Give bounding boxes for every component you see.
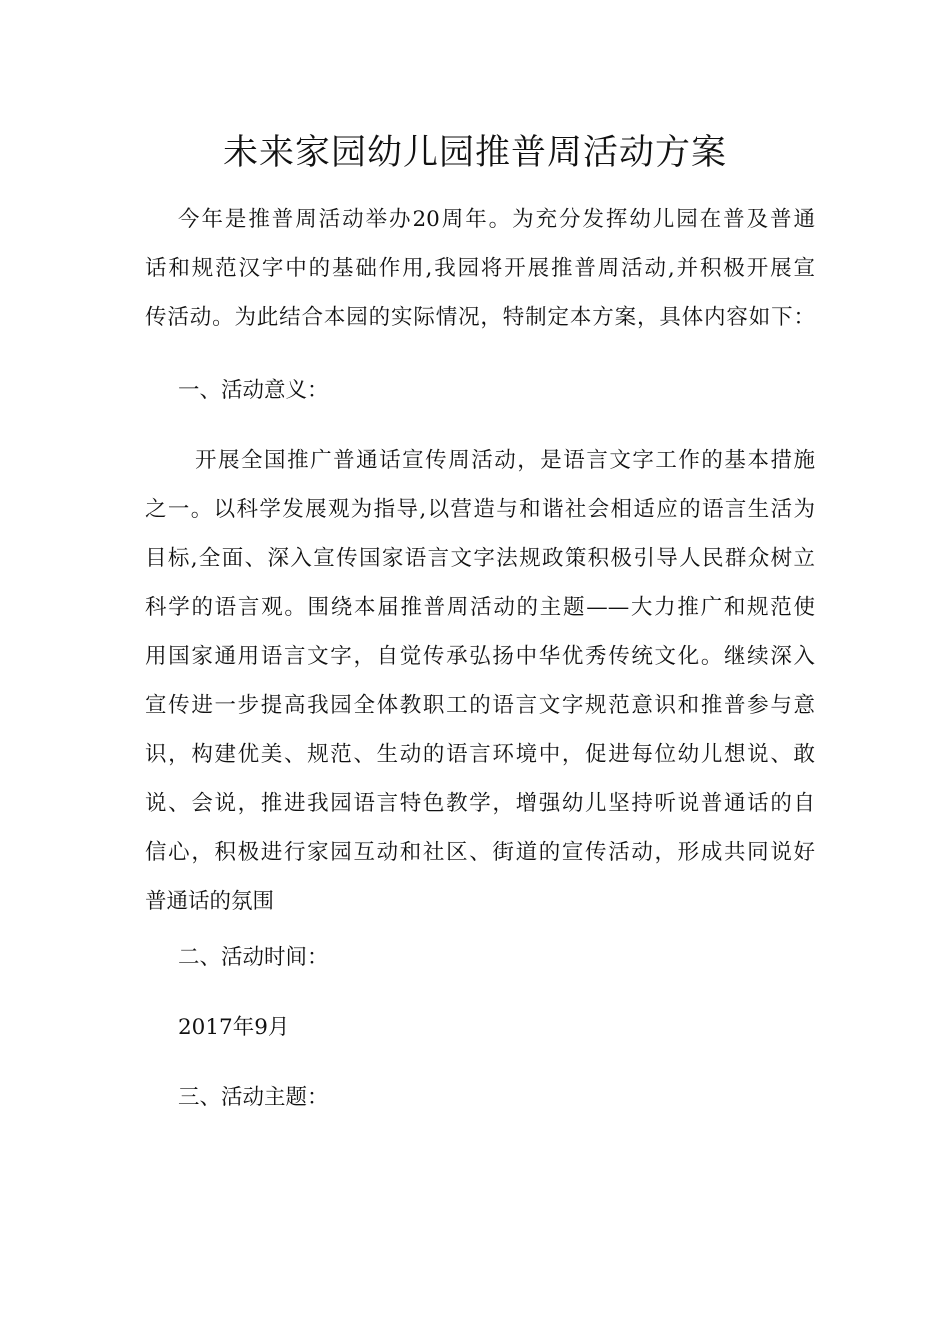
section-heading-theme: 三、活动主题：	[178, 1085, 329, 1110]
paragraph-line: 宣传进一步提高我园全体教职工的语言文字规范意识和推普参与意	[145, 693, 815, 718]
intro-line: 今年是推普周活动举办20周年。为充分发挥幼儿园在普及普通	[178, 207, 815, 232]
intro-line: 传活动。为此结合本园的实际情况，特制定本方案，具体内容如下：	[145, 305, 815, 330]
document-title: 未来家园幼儿园推普周活动方案	[222, 133, 727, 173]
paragraph-line: 说、会说，推进我园语言特色教学，增强幼儿坚持听说普通话的自	[145, 791, 815, 816]
paragraph-line: 之一。以科学发展观为指导,以营造与和谐社会相适应的语言生活为	[145, 497, 815, 522]
paragraph-line: 用国家通用语言文字，自觉传承弘扬中华优秀传统文化。继续深入	[145, 644, 815, 669]
paragraph-line: 开展全国推广普通话宣传周活动，是语言文字工作的基本措施	[195, 448, 815, 473]
section-heading-significance: 一、活动意义：	[178, 378, 329, 403]
intro-line: 话和规范汉字中的基础作用,我园将开展推普周活动,并积极开展宣	[145, 256, 815, 281]
paragraph-line: 普通话的氛围	[145, 889, 275, 914]
paragraph-line: 识，构建优美、规范、生动的语言环境中，促进每位幼儿想说、敢	[145, 742, 815, 767]
paragraph-line: 目标,全面、深入宣传国家语言文字法规政策积极引导人民群众树立	[145, 546, 815, 571]
paragraph-line: 科学的语言观。围绕本届推普周活动的主题——大力推广和规范使	[145, 595, 815, 620]
paragraph-line: 信心，积极进行家园互动和社区、街道的宣传活动，形成共同说好	[145, 840, 815, 865]
section-heading-time: 二、活动时间：	[178, 945, 329, 970]
activity-date: 2017年9月	[178, 1015, 290, 1040]
